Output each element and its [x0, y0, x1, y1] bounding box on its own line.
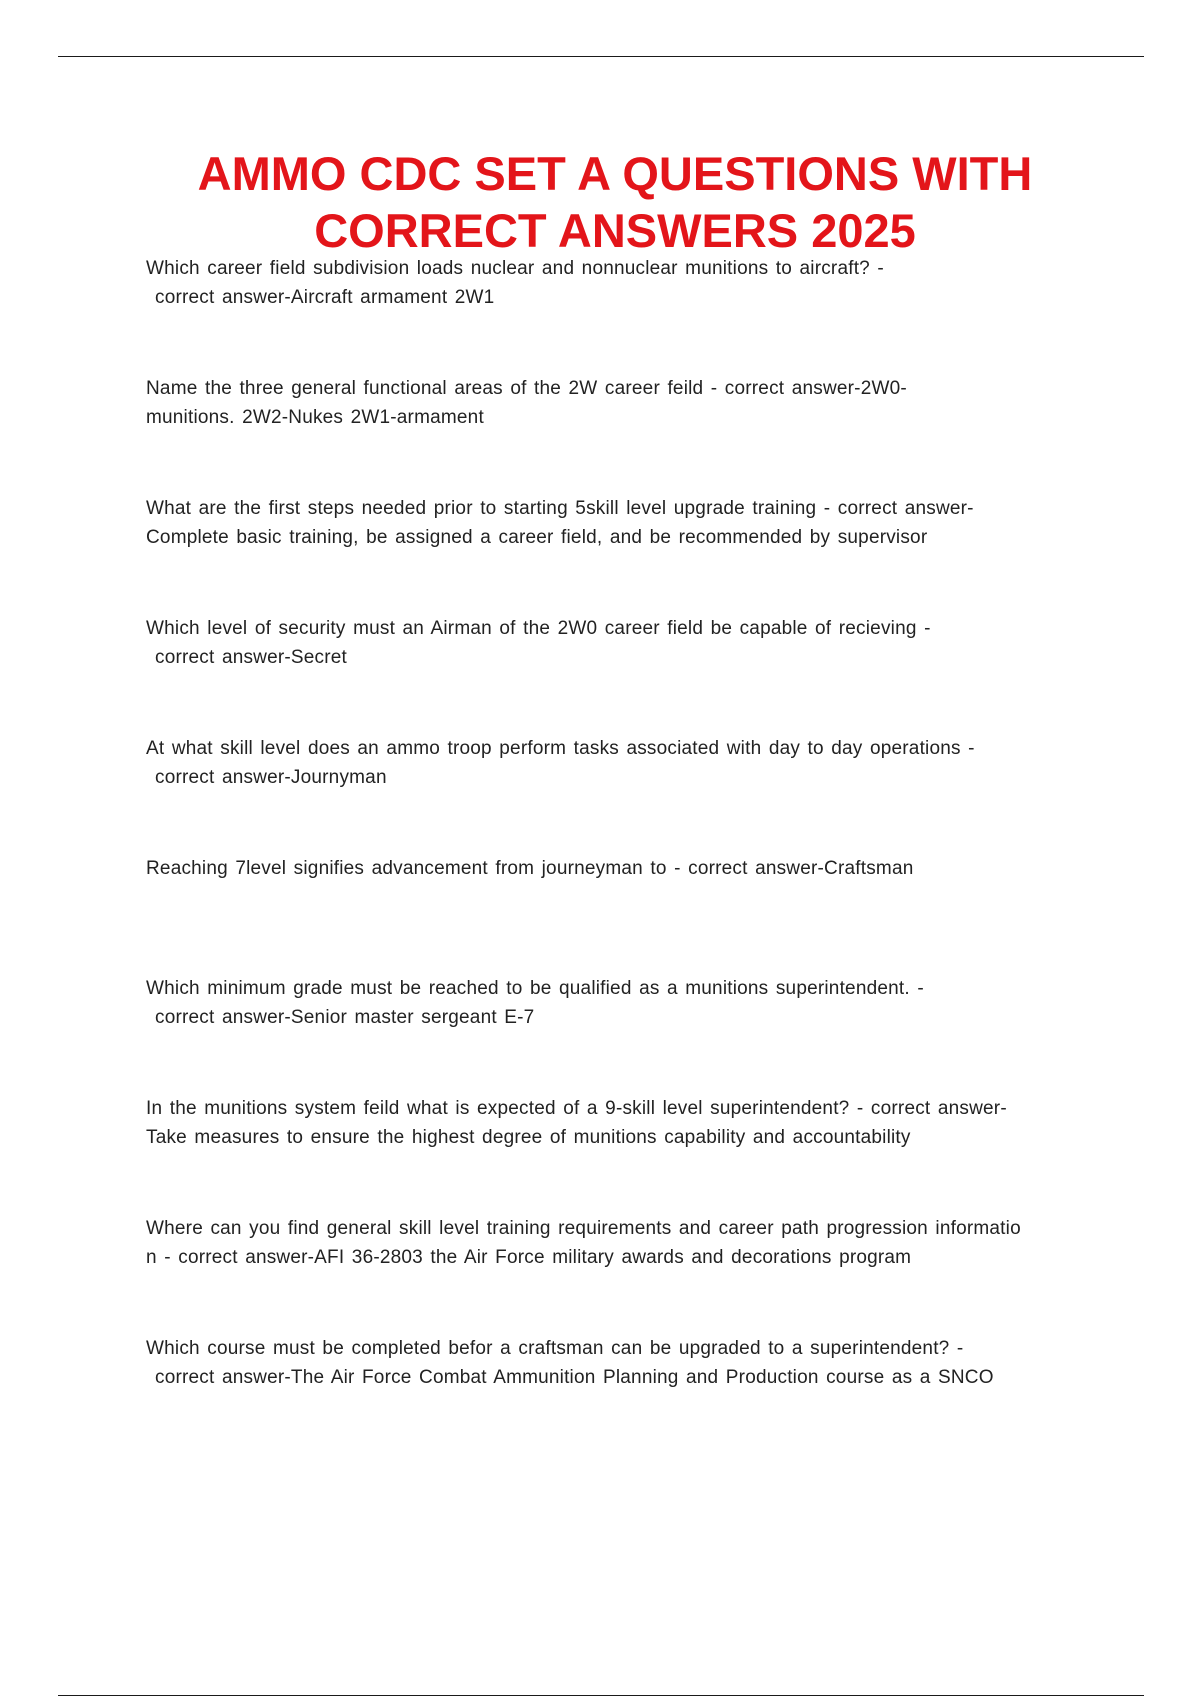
qa-text-line: Where can you find general skill level training requirements and career path progression informatio — [146, 1218, 1021, 1239]
qa-text-line: n - correct answer-AFI 36-2803 the Air Force military awards and decorations program — [146, 1247, 912, 1268]
qa-text-line: munitions. 2W2-Nukes 2W1-armament — [146, 407, 484, 428]
qa-text-line: correct answer-Aircraft armament 2W1 — [155, 287, 495, 308]
qa-text-line: Name the three general functional areas of the 2W career feild - correct answer-2W0- — [146, 378, 907, 399]
title-line-1: AMMO CDC SET A QUESTIONS WITH — [197, 147, 1033, 200]
qa-text-line: Complete basic training, be assigned a career field, and be recommended by supervisor — [146, 527, 928, 548]
qa-item-5 — [146, 734, 1096, 854]
qa-item-10 — [146, 1334, 1096, 1454]
qa-text-line: Take measures to ensure the highest degree of munitions capability and accountability — [146, 1127, 911, 1148]
qa-text-line: Which level of security must an Airman of the 2W0 career field be capable of recieving - — [146, 618, 931, 639]
title-line-2: CORRECT ANSWERS 2025 — [314, 204, 916, 257]
qa-item-6 — [146, 854, 1096, 974]
qa-item-1 — [146, 254, 1096, 374]
question-answer-list — [146, 254, 1096, 1454]
qa-text-line: In the munitions system feild what is expected of a 9-skill level superintendent? - correct answer- — [146, 1098, 1007, 1119]
qa-text-line: correct answer-Journyman — [155, 767, 387, 788]
qa-item-2 — [146, 374, 1096, 494]
document-title — [0, 145, 1200, 259]
qa-text-line: Which minimum grade must be reached to be qualified as a munitions superintendent. - — [146, 978, 924, 999]
qa-text-line: Which course must be completed befor a craftsman can be upgraded to a superintendent? - — [146, 1338, 964, 1359]
qa-text-line: correct answer-Secret — [155, 647, 348, 668]
qa-item-4 — [146, 614, 1096, 734]
bottom-rule — [58, 1695, 1144, 1696]
qa-text-line: What are the first steps needed prior to starting 5skill level upgrade training - correct answer- — [146, 498, 974, 519]
qa-text-line: At what skill level does an ammo troop perform tasks associated with day to day operations - — [146, 738, 975, 759]
qa-text-line: correct answer-The Air Force Combat Ammunition Planning and Production course as a SNCO — [155, 1367, 994, 1388]
qa-text-line: correct answer-Senior master sergeant E-7 — [155, 1007, 535, 1028]
qa-item-8 — [146, 1094, 1096, 1214]
qa-text-line: Which career field subdivision loads nuclear and nonnuclear munitions to aircraft? - — [146, 258, 884, 279]
qa-text-line: Reaching 7level signifies advancement from journeyman to - correct answer-Craftsman — [146, 858, 914, 879]
qa-item-9 — [146, 1214, 1096, 1334]
top-rule — [58, 56, 1144, 57]
qa-item-7 — [146, 974, 1096, 1094]
qa-item-3 — [146, 494, 1096, 614]
